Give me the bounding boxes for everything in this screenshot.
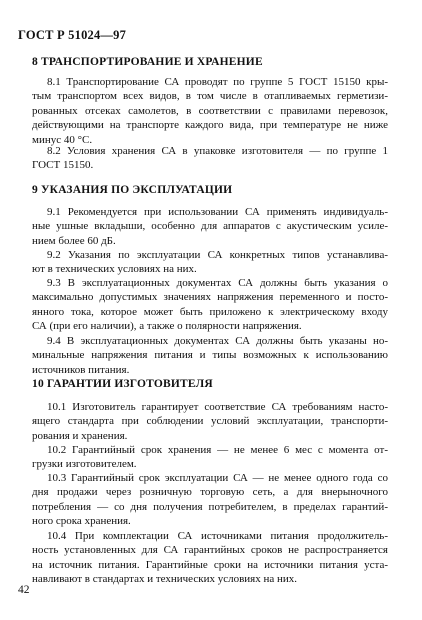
text-line: 9.3 В эксплуатационных документах СА должны быть указания о (47, 277, 388, 289)
text-line: грузки изготовителем. (32, 458, 137, 471)
text-line: на источник питания. Гарантийные сроки на источники питания уста- (32, 558, 388, 571)
text-line: ГОСТ 15150. (32, 159, 94, 172)
paragraph-9-1 (32, 205, 388, 248)
paragraph-9-4 (32, 334, 388, 377)
text-line: 10.4 При комплектации СА источниками питания продолжитель- (47, 530, 388, 542)
paragraph-8-2 (32, 144, 388, 173)
paragraph-10-3 (32, 471, 388, 529)
text-line: нием более 60 дБ. (32, 234, 116, 247)
text-line: 9.4 В эксплуатационных документах СА должны быть указаны но- (47, 335, 388, 347)
paragraph-9-3 (32, 276, 388, 334)
text-line: минальные напряжения питания и типы возможных к использованию (32, 349, 388, 362)
paragraph-10-1 (32, 400, 388, 443)
text-line: 10.3 Гарантийный срок эксплуатации СА — не менее одного года со (47, 472, 388, 484)
section-heading-8: 8 ТРАНСПОРТИРОВАНИЕ И ХРАНЕНИЕ (32, 56, 263, 68)
text-line: навливают в стандартах и технических условиях на них. (32, 573, 298, 586)
paragraph-10-2 (32, 443, 388, 472)
text-line: янного тока, которое может быть приложено к электрическому входу (32, 305, 388, 318)
text-line: потребления — со дня получения потребителем, в пределах гарантий- (32, 500, 388, 513)
text-line: минус 40 °С. (32, 133, 93, 146)
text-line: ного срока хранения. (32, 515, 131, 528)
section-heading-10: 10 ГАРАНТИИ ИЗГОТОВИТЕЛЯ (32, 378, 213, 390)
text-line: ящего стандарта при соблюдении условий эксплуатации, транспорти- (32, 415, 388, 428)
text-line: максимально допустимых значениях напряжения переменного и посто- (32, 291, 388, 304)
text-line: 8.2 Условия хранения СА в упаковке изготовителя — по группе 1 (47, 145, 388, 157)
text-line: ность установленных для СА гарантийных сроков не распространяется (32, 544, 388, 557)
text-line: 8.1 Транспортирование СА проводят по группе 5 ГОСТ 15150 кры- (47, 76, 388, 88)
paragraph-10-4 (32, 529, 388, 587)
text-line: 9.1 Рекомендуется при использовании СА применять индивидуаль- (47, 206, 388, 218)
text-line: СА (при его наличии), а также о полярности напряжения. (32, 320, 302, 333)
section-heading-9: 9 УКАЗАНИЯ ПО ЭКСПЛУАТАЦИИ (32, 184, 233, 196)
text-line: ные ушные вкладыши, особенно для аппаратов с акустическим усиле- (32, 220, 388, 233)
text-line: 9.2 Указания по эксплуатации СА конкретных типов устанавлива- (47, 249, 388, 261)
text-line: дня продажи через розничную торговую сеть, а для внерыночного (32, 486, 388, 499)
text-line: рованных отсеках самолетов, в соответствии с правилами перевозок, (32, 104, 388, 117)
page-number: 42 (18, 584, 30, 596)
paragraph-9-2 (32, 248, 388, 277)
text-line: источников питания. (32, 363, 130, 376)
text-line: рования и хранения. (32, 429, 128, 442)
text-line: 10.1 Изготовитель гарантирует соответствие СА требованиям насто- (47, 401, 388, 413)
text-line: 10.2 Гарантийный срок хранения — не менее 6 мес с момента от- (47, 444, 388, 456)
document-header: ГОСТ Р 51024—97 (18, 28, 127, 42)
text-line: ют в технических условиях на них. (32, 263, 197, 276)
text-line: тым транспортом всех видов, в том числе в отапливаемых герметизи- (32, 90, 388, 103)
text-line: действующими на транспорте каждого вида, при температуре не ниже (32, 119, 388, 132)
paragraph-8-1 (32, 75, 388, 147)
